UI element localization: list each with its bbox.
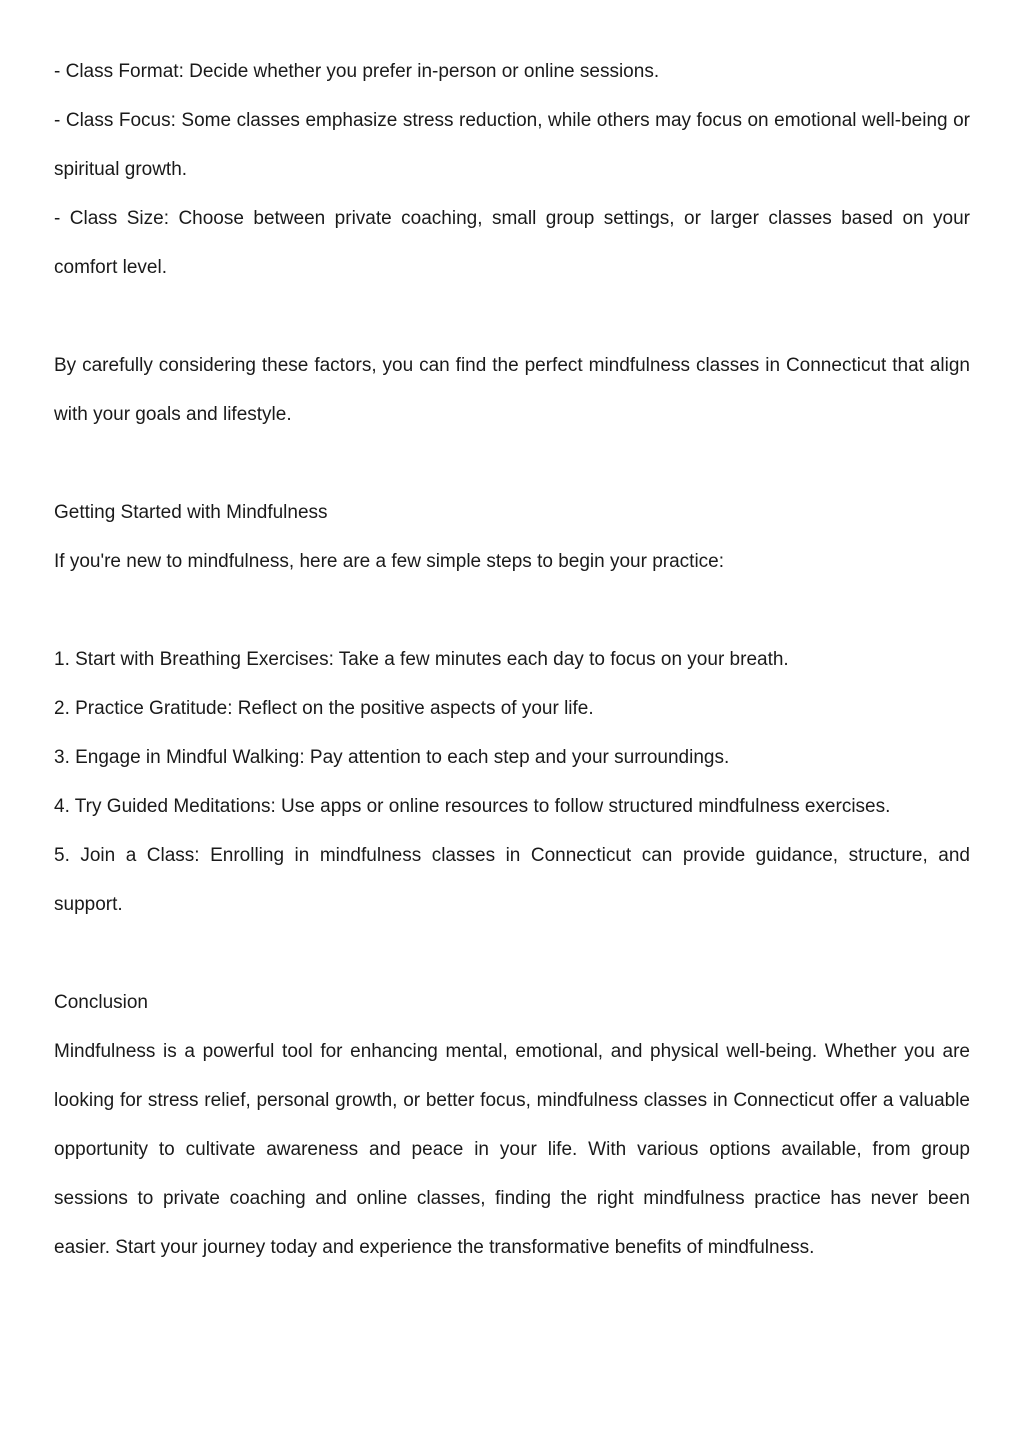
step-item: 4. Try Guided Meditations: Use apps or online resources to follow structured mindfulness exercises. — [54, 796, 891, 817]
paragraph-spacer — [54, 292, 970, 341]
paragraph-spacer — [54, 439, 970, 488]
step-item: 3. Engage in Mindful Walking: Pay attention to each step and your surroundings. — [54, 747, 730, 768]
criteria-class-format: - Class Format: Decide whether you prefer in-person or online sessions. — [54, 61, 660, 82]
paragraph-spacer — [54, 586, 970, 635]
conclusion-paragraph: Mindfulness is a powerful tool for enhancing mental, emotional, and physical well-being. Whether you are looking for stress relief, personal growth, or better focus, mindfulness classes in Connecticut offer a valuable opportunity to cultivate awareness and peace in your life. With various options available, from group sessions to private coaching and online classes, finding the right mindfulness practice has never been easier. Start your journey today and experience the transformative benefits of mindfulness. — [54, 1041, 970, 1258]
criteria-class-focus: - Class Focus: Some classes emphasize stress reduction, while others may focus on emotional well-being or spiritual growth. — [54, 110, 970, 180]
step-item: 5. Join a Class: Enrolling in mindfulness classes in Connecticut can provide guidance, structure, and support. — [54, 845, 970, 915]
summary-paragraph: By carefully considering these factors, you can find the perfect mindfulness classes in Connecticut that align with your goals and lifestyle. — [54, 355, 970, 425]
step-item: 2. Practice Gratitude: Reflect on the positive aspects of your life. — [54, 698, 594, 719]
criteria-class-size: - Class Size: Choose between private coaching, small group settings, or larger classes based on your comfort level. — [54, 208, 970, 278]
section-heading-conclusion: Conclusion — [54, 992, 148, 1013]
paragraph-spacer — [54, 929, 970, 978]
getting-started-intro: If you're new to mindfulness, here are a few simple steps to begin your practice: — [54, 551, 725, 572]
step-item: 1. Start with Breathing Exercises: Take a few minutes each day to focus on your breath. — [54, 649, 789, 670]
document-page — [54, 47, 970, 1272]
section-heading-getting-started: Getting Started with Mindfulness — [54, 502, 328, 523]
